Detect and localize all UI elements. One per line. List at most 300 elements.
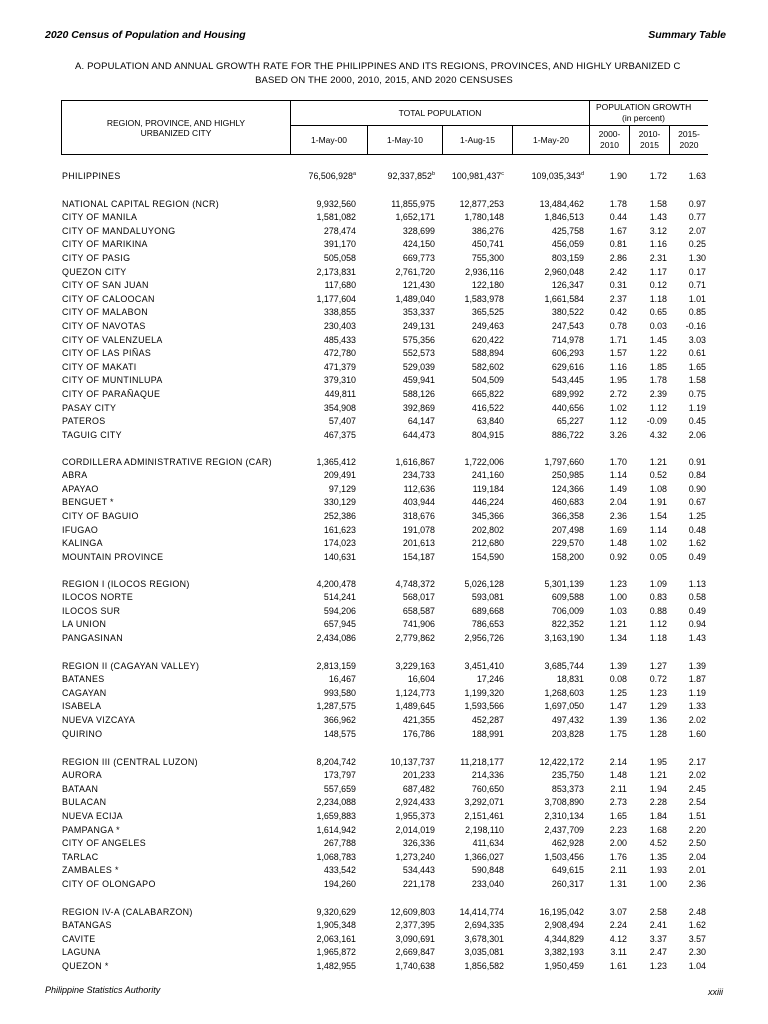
population-cell [309, 170, 356, 183]
population-cell [545, 960, 584, 973]
population-cell [403, 864, 435, 877]
population-cell [324, 605, 356, 618]
growth-rate-value: 0.90 [688, 483, 706, 494]
population-cell [396, 456, 435, 469]
population-cell [465, 266, 504, 279]
population-cell [552, 279, 584, 292]
growth-rate-value: 0.25 [688, 239, 706, 250]
row-area-name: PANGASINAN [62, 632, 124, 643]
population-cell [552, 225, 584, 238]
population-value: 1,177,604 [316, 293, 356, 304]
population-cell [324, 551, 356, 564]
growth-rate-value: 1.47 [609, 701, 627, 712]
row-area-name: TARLAC [62, 851, 99, 862]
population-value: 714,978 [551, 334, 584, 345]
row-area-name: ILOCOS SUR [62, 605, 121, 616]
population-cell [552, 837, 584, 850]
population-value: 3,035,081 [464, 947, 504, 958]
table-row [0, 279, 768, 292]
population-value: 380,522 [551, 307, 584, 318]
population-value: 234,733 [402, 470, 435, 481]
population-cell [396, 266, 435, 279]
growth-rate-value: 3.37 [649, 933, 667, 944]
row-area-name: CITY OF BAGUIO [62, 510, 139, 521]
population-value: 2,063,161 [316, 933, 356, 944]
population-cell [396, 960, 435, 973]
growth-rate-value: 0.49 [688, 551, 706, 562]
population-cell [403, 402, 435, 415]
population-cell [552, 783, 584, 796]
growth-rate-value: 1.63 [688, 170, 706, 181]
row-area-name: BATANES [62, 674, 105, 685]
growth-rate-value: 1.03 [609, 605, 627, 616]
growth-rate-value: 0.48 [688, 524, 706, 535]
growth-rate-value: 0.91 [688, 456, 706, 467]
population-cell [545, 266, 584, 279]
header-date-label: 1-Aug-15 [460, 135, 495, 145]
population-value: 112,636 [403, 483, 435, 494]
population-value: 755,300 [471, 252, 504, 263]
table-row [0, 906, 768, 919]
population-value: 247,543 [551, 320, 584, 331]
population-value: 2,173,831 [316, 266, 356, 277]
table-row [0, 347, 768, 360]
population-value: 3,229,163 [395, 660, 435, 671]
growth-rate-value: 1.23 [649, 687, 667, 698]
population-cell [545, 687, 584, 700]
growth-rate-value: 1.62 [688, 538, 706, 549]
growth-rate-value: 2.86 [609, 252, 627, 263]
population-value: 1,482,955 [316, 960, 356, 971]
population-value: 63,840 [476, 416, 504, 427]
population-value: 543,445 [551, 375, 584, 386]
population-value: 1,489,645 [395, 701, 435, 712]
row-area-name: ISABELA [62, 701, 102, 712]
population-cell [472, 306, 504, 319]
population-cell [317, 851, 356, 864]
footnote-marker: c [501, 170, 504, 177]
population-value: 2,434,086 [316, 632, 356, 643]
population-cell [552, 483, 584, 496]
population-cell [472, 524, 504, 537]
growth-rate-value: 2.14 [609, 756, 627, 767]
population-value: 425,758 [551, 225, 584, 236]
growth-rate-value: 0.49 [688, 605, 706, 616]
population-value: 4,748,372 [395, 578, 435, 589]
row-area-name: TAGUIG CITY [62, 429, 122, 440]
footnote-marker: a [352, 170, 356, 177]
population-value: 379,310 [323, 375, 356, 386]
population-value: 467,375 [323, 429, 356, 440]
population-cell [324, 469, 356, 482]
growth-rate-value: 0.78 [609, 320, 627, 331]
growth-rate-value: 1.68 [649, 824, 667, 835]
population-value: 249,131 [402, 320, 435, 331]
population-cell [552, 537, 584, 550]
population-value: 328,699 [402, 225, 435, 236]
row-area-name: NATIONAL CAPITAL REGION (NCR) [62, 198, 220, 209]
growth-rate-value: 0.05 [649, 551, 667, 562]
population-value: 3,685,744 [544, 660, 584, 671]
population-value: 221,178 [402, 878, 435, 889]
row-area-name: CITY OF MARIKINA [62, 239, 148, 250]
population-cell [465, 960, 504, 973]
growth-rate-value: 1.16 [609, 361, 627, 372]
population-value: 318,676 [402, 510, 435, 521]
population-cell [552, 524, 584, 537]
row-area-name: CITY OF NAVOTAS [62, 320, 146, 331]
population-value: 392,869 [402, 402, 435, 413]
population-cell [403, 618, 435, 631]
population-value: 2,761,720 [395, 266, 435, 277]
population-cell [324, 618, 356, 631]
population-value: 822,352 [551, 619, 584, 630]
row-area-name: PAMPANGA * [62, 824, 120, 835]
population-value: 12,609,803 [390, 906, 435, 917]
population-cell [324, 374, 356, 387]
population-value: 460,683 [551, 497, 584, 508]
population-cell [540, 906, 584, 919]
population-value: 8,204,742 [316, 756, 356, 767]
row-area-name: CORDILLERA ADMINISTRATIVE REGION (CAR) [62, 456, 272, 467]
population-cell [403, 769, 435, 782]
population-cell [473, 483, 504, 496]
growth-rate-value: 1.67 [609, 225, 627, 236]
population-value: 4,200,478 [316, 578, 356, 589]
population-value: 11,855,975 [391, 198, 435, 209]
population-cell [329, 415, 356, 428]
population-value: 13,484,462 [539, 198, 584, 209]
row-area-name: CAGAYAN [62, 687, 107, 698]
population-value: 471,379 [323, 361, 356, 372]
table-row [0, 591, 768, 604]
population-cell [403, 347, 435, 360]
population-cell [403, 878, 435, 891]
growth-rate-value: 2.30 [688, 947, 706, 958]
growth-rate-value: 2.36 [688, 878, 706, 889]
table-row [0, 632, 768, 645]
growth-rate-value: 1.01 [688, 293, 706, 304]
population-value: 529,039 [402, 361, 435, 372]
growth-rate-value: 1.31 [609, 878, 627, 889]
population-value: 3,292,071 [464, 797, 504, 808]
growth-rate-value: 3.26 [609, 429, 627, 440]
population-cell [403, 537, 435, 550]
table-row [0, 170, 768, 183]
population-cell [552, 864, 584, 877]
growth-rate-value: 1.18 [649, 632, 667, 643]
population-cell [472, 864, 504, 877]
growth-rate-value: 0.85 [688, 307, 706, 318]
table-row [0, 783, 768, 796]
growth-rate-value: 1.39 [609, 660, 627, 671]
population-cell [403, 361, 435, 374]
population-cell [396, 824, 435, 837]
population-cell [472, 551, 504, 564]
growth-rate-value: 1.04 [688, 960, 706, 971]
population-cell [324, 429, 356, 442]
population-value: 4,344,829 [544, 933, 584, 944]
population-cell [545, 933, 584, 946]
population-cell [557, 415, 584, 428]
population-cell [465, 824, 504, 837]
table-row [0, 320, 768, 333]
population-cell [324, 769, 356, 782]
population-cell [317, 211, 356, 224]
population-cell [329, 673, 356, 686]
growth-rate-value: 1.95 [649, 756, 667, 767]
growth-rate-value: 0.17 [688, 266, 706, 277]
population-value: 2,669,847 [395, 947, 435, 958]
growth-rate-value: 1.12 [649, 402, 667, 413]
population-value: 1,365,412 [316, 456, 356, 467]
population-value: 1,661,584 [544, 293, 584, 304]
population-cell [465, 796, 504, 809]
growth-rate-value: 1.69 [609, 524, 627, 535]
growth-rate-value: 3.03 [688, 334, 706, 345]
population-value: 1,659,883 [316, 810, 356, 821]
page-footer-left: Philippine Statistics Authority [45, 985, 161, 995]
population-value: 5,026,128 [464, 578, 504, 589]
population-cell [317, 756, 356, 769]
growth-rate-value: 1.28 [649, 728, 667, 739]
population-cell [472, 374, 504, 387]
growth-rate-value: 1.57 [609, 348, 627, 359]
population-value: 411,634 [472, 838, 504, 849]
population-value: 17,246 [476, 674, 504, 685]
population-cell [317, 293, 356, 306]
row-area-name: CITY OF OLONGAPO [62, 878, 156, 889]
table-row [0, 878, 768, 891]
growth-rate-value: 1.65 [609, 810, 627, 821]
population-value: 1,068,783 [316, 851, 356, 862]
population-cell [552, 469, 584, 482]
row-area-name: CITY OF MANILA [62, 212, 138, 223]
population-cell [477, 673, 504, 686]
population-value: 11,218,177 [460, 756, 504, 767]
population-value: 202,802 [471, 524, 504, 535]
growth-rate-value: 1.45 [649, 334, 667, 345]
population-value: 3,382,193 [544, 947, 584, 958]
population-value: 109,035,343 [531, 170, 581, 181]
growth-rate-value: 2.42 [609, 266, 627, 277]
growth-rate-value: 2.17 [688, 756, 706, 767]
population-cell [460, 756, 504, 769]
growth-rate-value: 1.00 [609, 592, 627, 603]
population-cell [396, 211, 435, 224]
population-value: 1,905,348 [316, 920, 356, 931]
growth-rate-value: 2.06 [688, 429, 706, 440]
population-value: 534,443 [402, 865, 435, 876]
population-value: 3,163,190 [544, 632, 584, 643]
population-value: 194,260 [323, 878, 356, 889]
row-area-name: PHILIPPINES [62, 170, 121, 181]
population-value: 1,616,867 [395, 456, 435, 467]
population-value: 3,451,410 [464, 660, 504, 671]
row-area-name: APAYAO [62, 483, 99, 494]
growth-rate-value: 1.08 [649, 483, 667, 494]
growth-rate-value: 1.39 [609, 714, 627, 725]
population-value: 65,227 [556, 416, 584, 427]
population-cell [545, 796, 584, 809]
population-value: 158,200 [551, 551, 584, 562]
population-value: 366,358 [551, 510, 584, 521]
population-cell [403, 238, 435, 251]
table-row [0, 429, 768, 442]
population-value: 421,355 [402, 714, 435, 725]
population-value: 353,337 [402, 307, 435, 318]
row-area-name: CITY OF ANGELES [62, 838, 146, 849]
population-cell [317, 632, 356, 645]
population-value: 514,241 [323, 592, 356, 603]
population-cell [552, 618, 584, 631]
population-value: 201,233 [402, 770, 435, 781]
population-cell [324, 252, 356, 265]
population-cell [391, 906, 435, 919]
growth-rate-value: 0.52 [649, 470, 667, 481]
population-cell [324, 225, 356, 238]
population-cell [325, 388, 356, 401]
growth-rate-value: 3.11 [610, 947, 627, 958]
population-value: 462,928 [551, 838, 584, 849]
population-value: 203,828 [551, 728, 584, 739]
table-row [0, 415, 768, 428]
growth-rate-value: 2.39 [649, 388, 667, 399]
population-cell [396, 578, 435, 591]
table-row [0, 960, 768, 973]
row-area-name: CITY OF SAN JUAN [62, 280, 149, 291]
growth-rate-value: 2.11 [610, 865, 627, 876]
population-cell [396, 796, 435, 809]
growth-rate-value: 3.12 [649, 225, 667, 236]
population-cell [472, 769, 504, 782]
population-cell [396, 933, 435, 946]
population-value: 214,336 [471, 770, 504, 781]
population-cell [317, 456, 356, 469]
population-value: 16,195,042 [539, 906, 584, 917]
population-cell [545, 456, 584, 469]
population-cell [317, 700, 356, 713]
population-value: 10,137,737 [390, 756, 435, 767]
table-row [0, 334, 768, 347]
growth-rate-value: -0.16 [685, 320, 706, 331]
population-cell [545, 700, 584, 713]
population-cell [317, 824, 356, 837]
population-value: 658,587 [402, 605, 435, 616]
growth-rate-value: 2.48 [688, 906, 706, 917]
population-cell [552, 238, 584, 251]
population-value: 497,432 [551, 714, 584, 725]
population-value: 148,575 [323, 728, 356, 739]
growth-rate-value: 1.43 [649, 212, 667, 223]
population-cell [396, 946, 435, 959]
population-value: 140,631 [323, 551, 356, 562]
growth-rate-value: 1.19 [688, 687, 706, 698]
growth-rate-value: 1.21 [649, 770, 667, 781]
population-value: 386,276 [471, 225, 504, 236]
growth-rate-value: 1.62 [688, 920, 706, 931]
population-value: 2,310,134 [544, 810, 584, 821]
population-cell [545, 824, 584, 837]
population-cell [403, 225, 435, 238]
population-value: 18,831 [556, 674, 584, 685]
population-value: 2,956,726 [464, 632, 504, 643]
population-cell [552, 320, 584, 333]
population-cell [324, 496, 356, 509]
population-value: 485,433 [323, 334, 356, 345]
growth-rate-value: 2.58 [649, 906, 667, 917]
table-title-line2: BASED ON THE 2000, 2010, 2015, AND 2020 CENSUSES [255, 75, 513, 86]
population-cell [324, 591, 356, 604]
table-row [0, 198, 768, 211]
population-cell [557, 673, 584, 686]
population-value: 2,437,709 [544, 824, 584, 835]
population-value: 174,023 [323, 538, 356, 549]
growth-rate-value: 0.42 [609, 307, 627, 318]
population-cell [324, 347, 356, 360]
population-cell [532, 170, 584, 183]
population-value: 590,848 [471, 865, 504, 876]
population-value: 188,991 [471, 728, 504, 739]
page-header-right: Summary Table [648, 29, 726, 41]
population-cell [540, 198, 584, 211]
population-cell [403, 714, 435, 727]
row-area-name: QUEZON * [62, 960, 109, 971]
growth-rate-value: 2.04 [688, 851, 706, 862]
growth-rate-value: 1.78 [649, 375, 667, 386]
population-value: 154,187 [402, 551, 435, 562]
population-cell [317, 933, 356, 946]
growth-rate-value: 0.92 [609, 551, 627, 562]
population-value: 1,583,978 [464, 293, 504, 304]
table-row [0, 402, 768, 415]
population-value: 235,750 [551, 770, 584, 781]
growth-rate-value: 2.00 [609, 838, 627, 849]
population-cell [460, 198, 504, 211]
population-value: 424,150 [402, 239, 435, 250]
population-value: 629,616 [551, 361, 584, 372]
growth-rate-value: 0.71 [688, 280, 706, 291]
row-area-name: QUIRINO [62, 728, 103, 739]
population-value: 2,377,395 [395, 920, 435, 931]
growth-rate-value: 1.72 [649, 170, 667, 181]
population-value: 760,650 [471, 783, 504, 794]
population-cell [472, 591, 504, 604]
table-row [0, 605, 768, 618]
population-value: 504,509 [471, 375, 504, 386]
growth-rate-value: 1.14 [609, 470, 627, 481]
population-cell [552, 306, 584, 319]
population-cell [403, 306, 435, 319]
row-area-name: ZAMBALES * [62, 865, 119, 876]
population-cell [324, 334, 356, 347]
table-row [0, 756, 768, 769]
population-value: 209,491 [323, 470, 356, 481]
growth-rate-value: 0.65 [649, 307, 667, 318]
table-row [0, 769, 768, 782]
growth-rate-value: 0.97 [688, 198, 706, 209]
row-area-name: LA UNION [62, 619, 107, 630]
population-value: 117,680 [324, 280, 356, 291]
population-cell [403, 496, 435, 509]
population-cell [403, 728, 435, 741]
population-cell [460, 906, 504, 919]
population-cell [403, 524, 435, 537]
population-value: 249,463 [471, 320, 504, 331]
population-cell [545, 919, 584, 932]
population-value: 2,924,433 [395, 797, 435, 808]
population-value: 124,366 [551, 483, 584, 494]
